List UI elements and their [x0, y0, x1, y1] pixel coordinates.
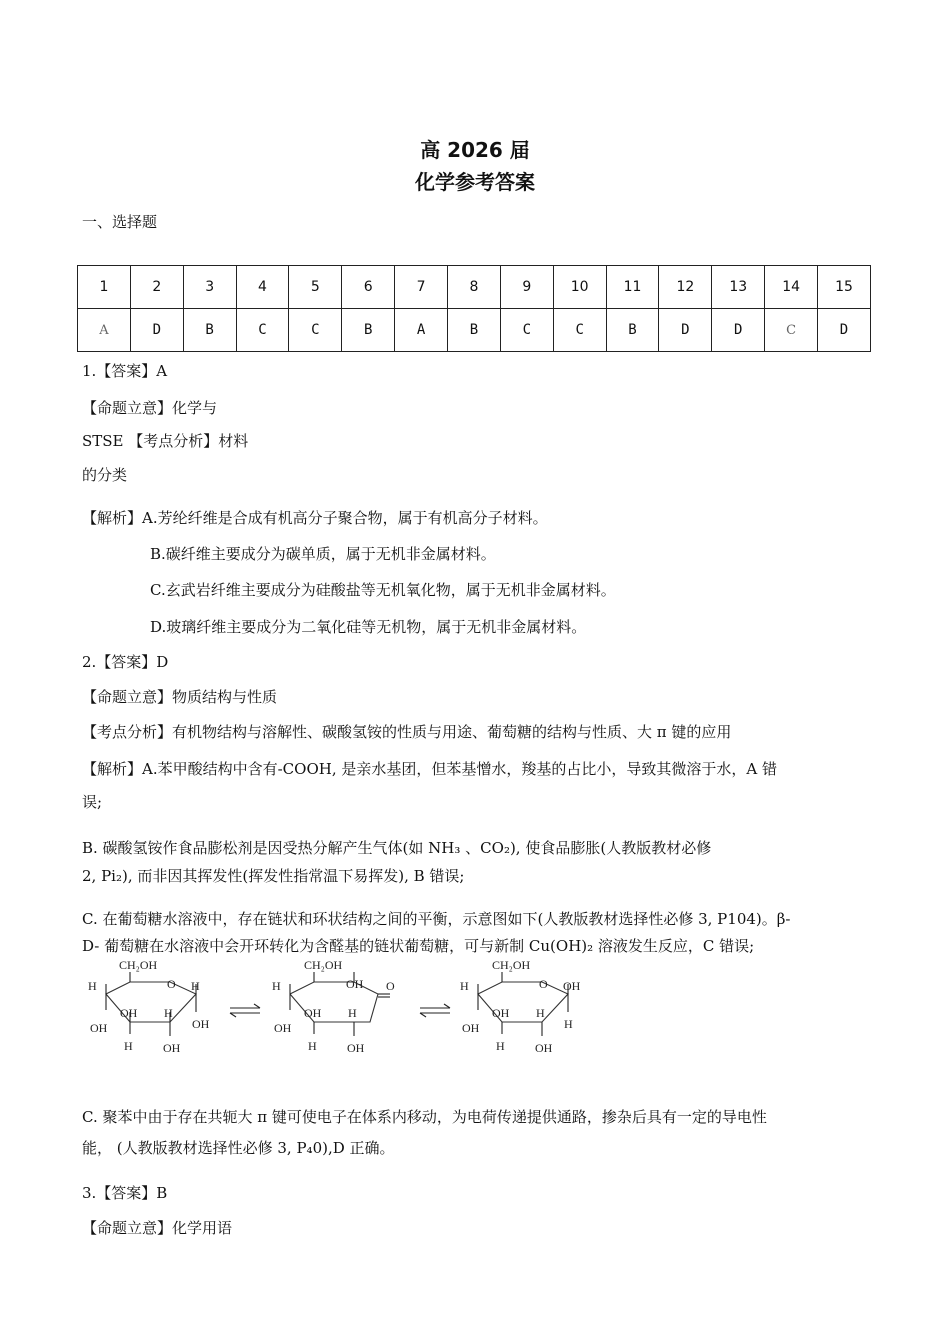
- question-number: 3: [183, 266, 236, 309]
- q1-intent: 【命题立意】化学与: [82, 399, 218, 417]
- answer-row: [78, 309, 871, 352]
- answer-cell: B: [606, 309, 659, 352]
- answer-cell: C: [765, 309, 818, 352]
- oh-label: OH: [346, 977, 364, 991]
- question-number: 8: [448, 266, 501, 309]
- glucose-ring-structure-beta: [88, 958, 210, 1055]
- oh-label: OH: [163, 1041, 181, 1055]
- q3-answer: 3.【答案】B: [82, 1184, 168, 1202]
- oh-label: OH: [462, 1021, 480, 1035]
- answer-cell: B: [342, 309, 395, 352]
- answer-cell: D: [818, 309, 871, 352]
- aldehyde-oxygen-label: O: [386, 979, 395, 993]
- equilibrium-arrow-icon: [420, 1004, 450, 1017]
- question-number: 9: [500, 266, 553, 309]
- question-number: 13: [712, 266, 765, 309]
- h-label: H: [124, 1039, 133, 1053]
- h-label: H: [460, 979, 469, 993]
- answer-cell: C: [289, 309, 342, 352]
- oh-label: OH: [120, 1006, 138, 1020]
- q1-analysis-b: B.碳纤维主要成分为碳单质，属于无机非金属材料。: [150, 545, 496, 563]
- question-number: 12: [659, 266, 712, 309]
- q2-analysis-c-cont: D- 葡萄糖在水溶液中会开环转化为含醛基的链状葡萄糖，可与新制 Cu(OH)₂ 溶液发生反应，C 错误;: [82, 937, 755, 955]
- q2-points: 【考点分析】有机物结构与溶解性、碳酸氢铵的性质与用途、葡萄糖的结构与性质、大 π 键的应用: [82, 723, 732, 741]
- q2-intent: 【命题立意】物质结构与性质: [82, 688, 278, 706]
- q1-intent-cont: STSE 【考点分析】材料: [82, 432, 249, 450]
- oh-label: OH: [535, 1041, 553, 1055]
- q2-analysis-b-cont: 2, Pi₂), 而非因其挥发性(挥发性指常温下易挥发), B 错误;: [82, 867, 465, 885]
- equilibrium-arrow-icon: [230, 1004, 260, 1017]
- q2-analysis-d-cont: 能， (人教版教材选择性必修 3, P₄0),D 正确。: [82, 1139, 395, 1157]
- doc-title-line1: 高 2026 届: [420, 138, 530, 162]
- glucose-open-chain-structure: [272, 958, 395, 1055]
- q2-analysis-a: 【解析】A.苯甲酸结构中含有-COOH, 是亲水基团，但苯基憎水，羧基的占比小，导致其微溶于水，A 错: [82, 760, 777, 778]
- h-label: H: [536, 1006, 545, 1020]
- question-number: 5: [289, 266, 342, 309]
- oh-label: OH: [492, 1006, 510, 1020]
- question-number: 4: [236, 266, 289, 309]
- h-label: H: [164, 1006, 173, 1020]
- answer-table: [77, 265, 871, 352]
- ring-oxygen-label: O: [539, 977, 548, 991]
- answer-cell: D: [659, 309, 712, 352]
- answer-cell: C: [553, 309, 606, 352]
- answer-cell: C: [500, 309, 553, 352]
- question-number: 10: [553, 266, 606, 309]
- oh-label: OH: [563, 979, 581, 993]
- q1-answer: 1.【答案】A: [82, 362, 168, 380]
- oh-label: OH: [304, 1006, 322, 1020]
- question-number: 1: [78, 266, 131, 309]
- h-label: H: [191, 979, 200, 993]
- question-number-row: [78, 266, 871, 309]
- question-number: 2: [130, 266, 183, 309]
- h-label: H: [88, 979, 97, 993]
- ch2oh-label: CH₂OH: [304, 958, 343, 972]
- answer-cell: D: [130, 309, 183, 352]
- ring-oxygen-label: O: [167, 977, 176, 991]
- oh-label: OH: [347, 1041, 365, 1055]
- h-label: H: [564, 1017, 573, 1031]
- answer-cell: A: [78, 309, 131, 352]
- answer-cell: A: [395, 309, 448, 352]
- q2-analysis-c: C. 在葡萄糖水溶液中，存在链状和环状结构之间的平衡，示意图如下(人教版教材选择性必修 3, P104)。β-: [82, 910, 791, 928]
- question-number: 14: [765, 266, 818, 309]
- answer-cell: D: [712, 309, 765, 352]
- oh-label: OH: [274, 1021, 292, 1035]
- q3-intent: 【命题立意】化学用语: [82, 1219, 233, 1237]
- section-heading: 一、选择题: [82, 213, 158, 231]
- glucose-ring-structure-alpha: [460, 958, 581, 1055]
- answer-cell: B: [448, 309, 501, 352]
- q1-intent-cont: 的分类: [82, 466, 128, 484]
- q1-analysis-c: C.玄武岩纤维主要成分为硅酸盐等无机氧化物，属于无机非金属材料。: [150, 581, 616, 599]
- question-number: 6: [342, 266, 395, 309]
- question-number: 15: [818, 266, 871, 309]
- doc-title-line2: 化学参考答案: [415, 170, 535, 194]
- question-number: 11: [606, 266, 659, 309]
- oh-label: OH: [90, 1021, 108, 1035]
- h-label: H: [496, 1039, 505, 1053]
- q1-analysis-d: D.玻璃纤维主要成分为二氧化硅等无机物，属于无机非金属材料。: [150, 618, 587, 636]
- q1-analysis: 【解析】A.芳纶纤维是合成有机高分子聚合物，属于有机高分子材料。: [82, 509, 548, 527]
- h-label: H: [308, 1039, 317, 1053]
- glucose-equilibrium-diagram: [78, 952, 618, 1067]
- q2-analysis-b: B. 碳酸氢铵作食品膨松剂是因受热分解产生气体(如 NH₃ 、CO₂), 使食品膨胀(人教版教材必修: [82, 839, 712, 857]
- oh-label: OH: [192, 1017, 210, 1031]
- answer-cell: B: [183, 309, 236, 352]
- ch2oh-label: CH₂OH: [492, 958, 531, 972]
- q2-analysis-d: C. 聚苯中由于存在共轭大 π 键可使电子在体系内移动，为电荷传递提供通路，掺杂后具有一定的导电性: [82, 1108, 767, 1126]
- q2-analysis-a-cont: 误;: [82, 793, 103, 811]
- answer-cell: C: [236, 309, 289, 352]
- question-number: 7: [395, 266, 448, 309]
- h-label: H: [272, 979, 281, 993]
- ch2oh-label: CH₂OH: [119, 958, 158, 972]
- q2-answer: 2.【答案】D: [82, 653, 169, 671]
- h-label: H: [348, 1006, 357, 1020]
